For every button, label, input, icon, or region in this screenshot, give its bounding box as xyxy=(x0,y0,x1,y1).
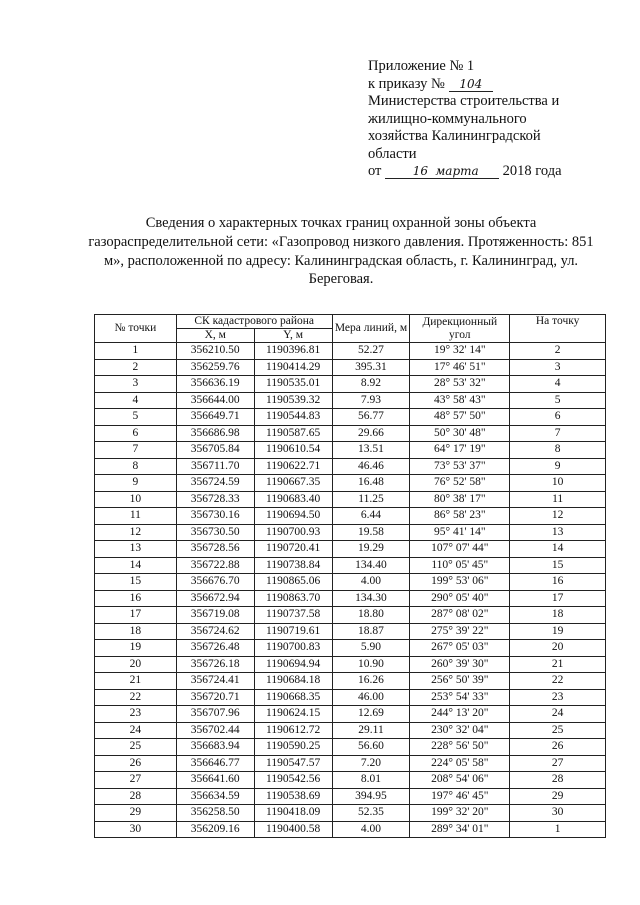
to-point-cell: 7 xyxy=(510,425,606,442)
header-x: X, м xyxy=(176,329,254,343)
table-row xyxy=(95,425,606,442)
point-number-cell: 4 xyxy=(95,392,177,409)
line-length-cell: 52.35 xyxy=(332,805,410,822)
y-coordinate-cell: 1190694.50 xyxy=(254,508,332,525)
x-coordinate-cell: 356705.84 xyxy=(176,442,254,459)
line-length-cell: 394.95 xyxy=(332,788,410,805)
x-coordinate-cell: 356724.59 xyxy=(176,475,254,492)
point-number-cell: 18 xyxy=(95,623,177,640)
table-row xyxy=(95,343,606,360)
line-length-cell: 18.87 xyxy=(332,623,410,640)
table-row xyxy=(95,376,606,393)
table-row xyxy=(95,739,606,756)
x-coordinate-cell: 356210.50 xyxy=(176,343,254,360)
date-day: 16 xyxy=(412,164,428,178)
table-row xyxy=(95,557,606,574)
line-length-cell: 46.00 xyxy=(332,689,410,706)
point-number-cell: 16 xyxy=(95,590,177,607)
x-coordinate-cell: 356649.71 xyxy=(176,409,254,426)
direction-angle-cell: 287° 08' 02" xyxy=(410,607,510,624)
header-direction: Дирекционный угол xyxy=(410,315,510,343)
table-row xyxy=(95,541,606,558)
y-coordinate-cell: 1190539.32 xyxy=(254,392,332,409)
direction-angle-cell: 230° 32' 04" xyxy=(410,722,510,739)
direction-angle-cell: 289° 34' 01" xyxy=(410,821,510,838)
direction-angle-cell: 64° 17' 19" xyxy=(410,442,510,459)
to-point-cell: 22 xyxy=(510,673,606,690)
x-coordinate-cell: 356724.41 xyxy=(176,673,254,690)
to-point-cell: 29 xyxy=(510,788,606,805)
line-length-cell: 395.31 xyxy=(332,359,410,376)
to-point-cell: 23 xyxy=(510,689,606,706)
direction-angle-cell: 199° 32' 20" xyxy=(410,805,510,822)
x-coordinate-cell: 356259.76 xyxy=(176,359,254,376)
direction-angle-cell: 256° 50' 39" xyxy=(410,673,510,690)
y-coordinate-cell: 1190863.70 xyxy=(254,590,332,607)
table-row xyxy=(95,755,606,772)
y-coordinate-cell: 1190544.83 xyxy=(254,409,332,426)
direction-angle-cell: 253° 54' 33" xyxy=(410,689,510,706)
point-number-cell: 17 xyxy=(95,607,177,624)
y-coordinate-cell: 1190694.94 xyxy=(254,656,332,673)
y-coordinate-cell: 1190668.35 xyxy=(254,689,332,706)
to-point-cell: 5 xyxy=(510,392,606,409)
direction-angle-cell: 260° 39' 30" xyxy=(410,656,510,673)
table-row xyxy=(95,508,606,525)
y-coordinate-cell: 1190622.71 xyxy=(254,458,332,475)
table-row xyxy=(95,722,606,739)
appendix-title: Приложение № 1 xyxy=(368,58,475,74)
to-point-cell: 15 xyxy=(510,557,606,574)
direction-angle-cell: 43° 58' 43" xyxy=(410,392,510,409)
to-point-cell: 26 xyxy=(510,739,606,756)
x-coordinate-cell: 356646.77 xyxy=(176,755,254,772)
point-number-cell: 21 xyxy=(95,673,177,690)
point-number-cell: 10 xyxy=(95,491,177,508)
x-coordinate-cell: 356676.70 xyxy=(176,574,254,591)
x-coordinate-cell: 356720.71 xyxy=(176,689,254,706)
header-sk-group: СК кадастрового района xyxy=(176,315,332,329)
order-prefix: к приказу № xyxy=(368,75,445,92)
x-coordinate-cell: 356634.59 xyxy=(176,788,254,805)
x-coordinate-cell: 356730.50 xyxy=(176,524,254,541)
table-row xyxy=(95,409,606,426)
y-coordinate-cell: 1190610.54 xyxy=(254,442,332,459)
y-coordinate-cell: 1190667.35 xyxy=(254,475,332,492)
y-coordinate-cell: 1190683.40 xyxy=(254,491,332,508)
to-point-cell: 20 xyxy=(510,640,606,657)
to-point-cell: 21 xyxy=(510,656,606,673)
header-point-no: № точки xyxy=(95,315,177,343)
y-coordinate-cell: 1190538.69 xyxy=(254,788,332,805)
line-length-cell: 4.00 xyxy=(332,574,410,591)
table-body xyxy=(95,343,606,838)
line-length-cell: 19.58 xyxy=(332,524,410,541)
ministry-line-1: Министерства строительства и xyxy=(368,93,560,109)
to-point-cell: 4 xyxy=(510,376,606,393)
date-suffix: 2018 года xyxy=(502,163,562,179)
to-point-cell: 17 xyxy=(510,590,606,607)
y-coordinate-cell: 1190542.56 xyxy=(254,772,332,789)
x-coordinate-cell: 356730.16 xyxy=(176,508,254,525)
direction-angle-cell: 224° 05' 58" xyxy=(410,755,510,772)
x-coordinate-cell: 356686.98 xyxy=(176,425,254,442)
y-coordinate-cell: 1190587.65 xyxy=(254,425,332,442)
y-coordinate-cell: 1190418.09 xyxy=(254,805,332,822)
point-number-cell: 28 xyxy=(95,788,177,805)
y-coordinate-cell: 1190684.18 xyxy=(254,673,332,690)
point-number-cell: 24 xyxy=(95,722,177,739)
y-coordinate-cell: 1190590.25 xyxy=(254,739,332,756)
x-coordinate-cell: 356724.62 xyxy=(176,623,254,640)
line-length-cell: 6.44 xyxy=(332,508,410,525)
line-length-cell: 8.92 xyxy=(332,376,410,393)
table-row xyxy=(95,574,606,591)
to-point-cell: 3 xyxy=(510,359,606,376)
to-point-cell: 10 xyxy=(510,475,606,492)
y-coordinate-cell: 1190738.84 xyxy=(254,557,332,574)
line-length-cell: 46.46 xyxy=(332,458,410,475)
x-coordinate-cell: 356641.60 xyxy=(176,772,254,789)
direction-angle-cell: 199° 53' 06" xyxy=(410,574,510,591)
points-table xyxy=(94,314,606,838)
to-point-cell: 13 xyxy=(510,524,606,541)
point-number-cell: 20 xyxy=(95,656,177,673)
line-length-cell: 56.77 xyxy=(332,409,410,426)
y-coordinate-cell: 1190700.83 xyxy=(254,640,332,657)
direction-angle-cell: 76° 52' 58" xyxy=(410,475,510,492)
y-coordinate-cell: 1190414.29 xyxy=(254,359,332,376)
to-point-cell: 9 xyxy=(510,458,606,475)
direction-angle-cell: 290° 05' 40" xyxy=(410,590,510,607)
line-length-cell: 12.69 xyxy=(332,706,410,723)
header-y: Y, м xyxy=(254,329,332,343)
x-coordinate-cell: 356644.00 xyxy=(176,392,254,409)
direction-angle-cell: 197° 46' 45" xyxy=(410,788,510,805)
direction-angle-cell: 107° 07' 44" xyxy=(410,541,510,558)
table-row xyxy=(95,590,606,607)
point-number-cell: 19 xyxy=(95,640,177,657)
date-line xyxy=(368,163,618,181)
point-number-cell: 15 xyxy=(95,574,177,591)
table-row xyxy=(95,524,606,541)
to-point-cell: 25 xyxy=(510,722,606,739)
line-length-cell: 13.51 xyxy=(332,442,410,459)
line-length-cell: 10.90 xyxy=(332,656,410,673)
to-point-cell: 1 xyxy=(510,821,606,838)
x-coordinate-cell: 356258.50 xyxy=(176,805,254,822)
point-number-cell: 14 xyxy=(95,557,177,574)
to-point-cell: 16 xyxy=(510,574,606,591)
line-length-cell: 11.25 xyxy=(332,491,410,508)
x-coordinate-cell: 356711.70 xyxy=(176,458,254,475)
point-number-cell: 9 xyxy=(95,475,177,492)
x-coordinate-cell: 356722.88 xyxy=(176,557,254,574)
point-number-cell: 23 xyxy=(95,706,177,723)
header-length: Мера линий, м xyxy=(332,315,410,343)
y-coordinate-cell: 1190700.93 xyxy=(254,524,332,541)
y-coordinate-cell: 1190396.81 xyxy=(254,343,332,360)
table-row xyxy=(95,623,606,640)
direction-angle-cell: 267° 05' 03" xyxy=(410,640,510,657)
x-coordinate-cell: 356707.96 xyxy=(176,706,254,723)
to-point-cell: 12 xyxy=(510,508,606,525)
table-row xyxy=(95,458,606,475)
x-coordinate-cell: 356683.94 xyxy=(176,739,254,756)
y-coordinate-cell: 1190612.72 xyxy=(254,722,332,739)
line-length-cell: 8.01 xyxy=(332,772,410,789)
direction-angle-cell: 80° 38' 17" xyxy=(410,491,510,508)
line-length-cell: 19.29 xyxy=(332,541,410,558)
to-point-cell: 14 xyxy=(510,541,606,558)
point-number-cell: 7 xyxy=(95,442,177,459)
table-row xyxy=(95,607,606,624)
point-number-cell: 6 xyxy=(95,425,177,442)
table-row xyxy=(95,491,606,508)
direction-angle-cell: 244° 13' 20" xyxy=(410,706,510,723)
line-length-cell: 56.60 xyxy=(332,739,410,756)
point-number-cell: 1 xyxy=(95,343,177,360)
point-number-cell: 3 xyxy=(95,376,177,393)
to-point-cell: 30 xyxy=(510,805,606,822)
table-row xyxy=(95,442,606,459)
direction-angle-cell: 95° 41' 14" xyxy=(410,524,510,541)
table-row xyxy=(95,656,606,673)
point-number-cell: 13 xyxy=(95,541,177,558)
y-coordinate-cell: 1190624.15 xyxy=(254,706,332,723)
direction-angle-cell: 228° 56' 50" xyxy=(410,739,510,756)
table-row xyxy=(95,689,606,706)
table-row xyxy=(95,359,606,376)
x-coordinate-cell: 356726.18 xyxy=(176,656,254,673)
x-coordinate-cell: 356636.19 xyxy=(176,376,254,393)
table-row xyxy=(95,673,606,690)
to-point-cell: 27 xyxy=(510,755,606,772)
ministry-line-3: хозяйства Калининградской xyxy=(368,128,541,144)
table-row xyxy=(95,788,606,805)
direction-angle-cell: 110° 05' 45" xyxy=(410,557,510,574)
point-number-cell: 29 xyxy=(95,805,177,822)
point-number-cell: 26 xyxy=(95,755,177,772)
to-point-cell: 18 xyxy=(510,607,606,624)
direction-angle-cell: 28° 53' 32" xyxy=(410,376,510,393)
to-point-cell: 28 xyxy=(510,772,606,789)
header-row-1 xyxy=(95,315,606,329)
point-number-cell: 22 xyxy=(95,689,177,706)
document-title: Сведения о характерных точках границ охранной зоны объекта газораспределительной сети: «Газопровод низкого давления. Протяженность: 851 м», расположенной по адресу: Калининградская область, г. Калининград, ул. Береговая. xyxy=(88,215,594,288)
direction-angle-cell: 73° 53' 37" xyxy=(410,458,510,475)
order-number: 104 xyxy=(449,77,493,92)
x-coordinate-cell: 356726.48 xyxy=(176,640,254,657)
line-length-cell: 52.27 xyxy=(332,343,410,360)
direction-angle-cell: 275° 39' 22" xyxy=(410,623,510,640)
ministry-line-4: области xyxy=(368,145,417,162)
table-row xyxy=(95,821,606,838)
point-number-cell: 30 xyxy=(95,821,177,838)
order-line xyxy=(368,76,618,94)
point-number-cell: 12 xyxy=(95,524,177,541)
point-number-cell: 27 xyxy=(95,772,177,789)
to-point-cell: 24 xyxy=(510,706,606,723)
table-row xyxy=(95,392,606,409)
line-length-cell: 5.90 xyxy=(332,640,410,657)
line-length-cell: 29.11 xyxy=(332,722,410,739)
date-prefix: от xyxy=(368,163,382,179)
line-length-cell: 18.80 xyxy=(332,607,410,624)
point-number-cell: 2 xyxy=(95,359,177,376)
line-length-cell: 134.30 xyxy=(332,590,410,607)
date-month: марта xyxy=(435,164,479,178)
to-point-cell: 11 xyxy=(510,491,606,508)
line-length-cell: 16.26 xyxy=(332,673,410,690)
x-coordinate-cell: 356672.94 xyxy=(176,590,254,607)
y-coordinate-cell: 1190720.41 xyxy=(254,541,332,558)
y-coordinate-cell: 1190719.61 xyxy=(254,623,332,640)
x-coordinate-cell: 356209.16 xyxy=(176,821,254,838)
line-length-cell: 4.00 xyxy=(332,821,410,838)
table-row xyxy=(95,640,606,657)
appendix-block xyxy=(368,58,618,181)
line-length-cell: 16.48 xyxy=(332,475,410,492)
point-number-cell: 11 xyxy=(95,508,177,525)
table-row xyxy=(95,805,606,822)
x-coordinate-cell: 356719.08 xyxy=(176,607,254,624)
y-coordinate-cell: 1190535.01 xyxy=(254,376,332,393)
line-length-cell: 29.66 xyxy=(332,425,410,442)
line-length-cell: 7.93 xyxy=(332,392,410,409)
point-number-cell: 8 xyxy=(95,458,177,475)
direction-angle-cell: 208° 54' 06" xyxy=(410,772,510,789)
handwritten-date xyxy=(385,164,499,179)
direction-angle-cell: 19° 32' 14" xyxy=(410,343,510,360)
direction-angle-cell: 86° 58' 23" xyxy=(410,508,510,525)
to-point-cell: 2 xyxy=(510,343,606,360)
direction-angle-cell: 17° 46' 51" xyxy=(410,359,510,376)
x-coordinate-cell: 356728.56 xyxy=(176,541,254,558)
x-coordinate-cell: 356702.44 xyxy=(176,722,254,739)
table-row xyxy=(95,475,606,492)
direction-angle-cell: 50° 30' 48" xyxy=(410,425,510,442)
x-coordinate-cell: 356728.33 xyxy=(176,491,254,508)
table-row xyxy=(95,772,606,789)
y-coordinate-cell: 1190547.57 xyxy=(254,755,332,772)
y-coordinate-cell: 1190737.58 xyxy=(254,607,332,624)
table-row xyxy=(95,706,606,723)
header-to-point: На точку xyxy=(510,315,606,343)
to-point-cell: 19 xyxy=(510,623,606,640)
point-number-cell: 5 xyxy=(95,409,177,426)
line-length-cell: 7.20 xyxy=(332,755,410,772)
to-point-cell: 6 xyxy=(510,409,606,426)
to-point-cell: 8 xyxy=(510,442,606,459)
y-coordinate-cell: 1190865.06 xyxy=(254,574,332,591)
y-coordinate-cell: 1190400.58 xyxy=(254,821,332,838)
direction-angle-cell: 48° 57' 50" xyxy=(410,409,510,426)
line-length-cell: 134.40 xyxy=(332,557,410,574)
ministry-line-2: жилищно-коммунального xyxy=(368,110,527,127)
point-number-cell: 25 xyxy=(95,739,177,756)
